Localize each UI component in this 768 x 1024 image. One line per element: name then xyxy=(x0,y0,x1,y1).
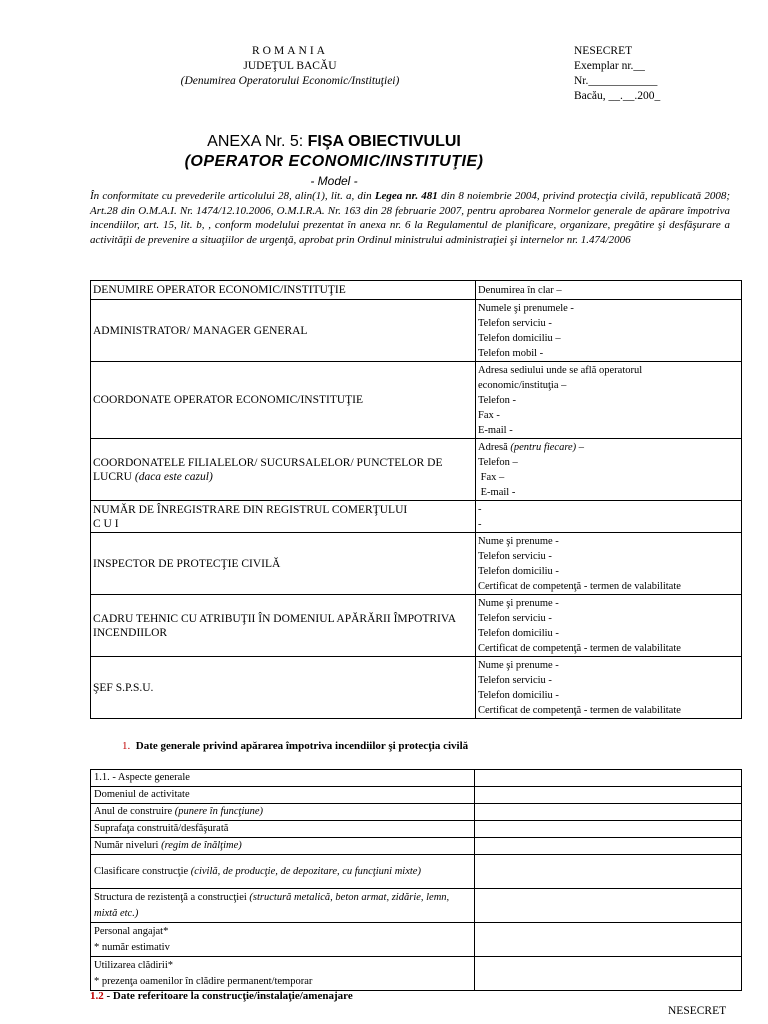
section-heading-1-2 xyxy=(90,990,353,1002)
row-value: Nume şi prenume - Telefon serviciu - Telefon domiciliu - Certificat de competenţă - termen de valabilitate xyxy=(476,533,742,595)
classification-label: NESECRET xyxy=(574,45,633,57)
row-label: COORDONATE OPERATOR ECONOMIC/INSTITUŢIE xyxy=(91,362,476,439)
row-label: Utilizarea clădirii* * prezenţa oamenilor în clădire permanent/temporar xyxy=(91,957,475,991)
row-value xyxy=(475,770,742,787)
row-label: COORDONATELE FILIALELOR/ SUCURSALELOR/ PUNCTELOR DE LUCRU (daca este cazul) xyxy=(91,439,476,501)
table-row xyxy=(91,957,742,991)
row-label: NUMĂR DE ÎNREGISTRARE DIN REGISTRUL COMERŢULUI C U I xyxy=(91,501,476,533)
model-label: - Model - xyxy=(310,174,358,188)
copy-number: Exemplar nr.__ xyxy=(574,60,645,72)
row-value: Numele şi prenumele - Telefon serviciu - Telefon domiciliu – Telefon mobil - xyxy=(476,300,742,362)
row-value: Nume şi prenume - Telefon serviciu - Telefon domiciliu - Certificat de competenţă - termen de valabilitate xyxy=(476,657,742,719)
law-reference: Legea nr. 481 xyxy=(374,190,438,202)
classification-block xyxy=(574,44,660,104)
row-value xyxy=(475,804,742,821)
section-number: 1.2 xyxy=(90,990,104,1002)
section-number: 1. xyxy=(122,740,131,752)
registration-number: Nr.____________ xyxy=(574,75,658,87)
row-value: - - xyxy=(476,501,742,533)
annex-name: FIŞA OBIECTIVULUI xyxy=(307,133,461,150)
table-row xyxy=(91,300,742,362)
annex-subtitle: (OPERATOR ECONOMIC/INSTITUŢIE) xyxy=(184,153,484,170)
row-label: 1.1. - Aspecte generale xyxy=(91,770,475,787)
table-row xyxy=(91,923,742,957)
annex-number: ANEXA Nr. 5: xyxy=(207,133,304,150)
issuer-block xyxy=(160,44,420,89)
table-row xyxy=(91,787,742,804)
row-label: ADMINISTRATOR/ MANAGER GENERAL xyxy=(91,300,476,362)
country-name: ROMANIA xyxy=(252,45,328,57)
table-row xyxy=(91,770,742,787)
table-row xyxy=(91,281,742,300)
row-value xyxy=(475,821,742,838)
row-label: Structura de rezistenţă a construcţiei (structură metalică, beton armat, zidărie, lemn, mixtă etc.) xyxy=(91,889,475,923)
row-label: Suprafaţa construită/desfăşurată xyxy=(91,821,475,838)
row-value xyxy=(475,787,742,804)
footer-classification: NESECRET xyxy=(668,1005,727,1017)
table-row xyxy=(91,501,742,533)
row-label: INSPECTOR DE PROTECŢIE CIVILĂ xyxy=(91,533,476,595)
row-value xyxy=(475,923,742,957)
table-row xyxy=(91,821,742,838)
annex-title xyxy=(0,133,668,151)
table-row xyxy=(91,595,742,657)
table-row xyxy=(91,362,742,439)
section-title: - Date referitoare la construcţie/instalaţie/amenajare xyxy=(106,990,353,1002)
operator-info-table xyxy=(90,280,742,719)
table-row xyxy=(91,855,742,889)
county-name: JUDEŢUL BACĂU xyxy=(243,60,337,72)
section-heading-1 xyxy=(122,740,468,752)
row-value: Adresă (pentru fiecare) – Telefon – Fax – E-mail - xyxy=(476,439,742,501)
row-value xyxy=(475,957,742,991)
legal-text-rest: din 8 noiembrie 2004, privind protecţia civilă, republicată 2008; Art.28 din O.M.A.I. Nr. 1474/12.10.2006, O.M.I.R.A. Nr. 163 din 28 februarie 2007, pentru aprobarea Normelor generale de apărare împotriva incendiilor, art. 15, lit. b, , conform modelului prezentat în anexa nr. 6 la Regulamentul de planificare, organizare, pregătire şi desfăşurare a activităţii de prevenire a situaţiilor de urgenţă, aprobat prin Ordinul ministrului administraţiei şi internelor nr. 1.474/2006 xyxy=(90,190,731,246)
row-value: Denumirea în clar – xyxy=(476,281,742,300)
entity-placeholder: (Denumirea Operatorului Economic/Instituţiei) xyxy=(180,75,400,87)
table-row xyxy=(91,804,742,821)
place-date: Bacău, __.__.200_ xyxy=(574,90,661,102)
row-label: CADRU TEHNIC CU ATRIBUŢII ÎN DOMENIUL APĂRĂRII ÎMPOTRIVA INCENDIILOR xyxy=(91,595,476,657)
table-row xyxy=(91,889,742,923)
table-row xyxy=(91,533,742,595)
row-value xyxy=(475,855,742,889)
row-label: Anul de construire (punere în funcţiune) xyxy=(91,804,475,821)
row-label: DENUMIRE OPERATOR ECONOMIC/INSTITUŢIE xyxy=(91,281,476,300)
general-data-table xyxy=(90,769,742,991)
legal-basis-paragraph xyxy=(90,189,730,247)
row-value: Adresa sediului unde se află operatorul economic/instituţia – Telefon - Fax - E-mail - xyxy=(476,362,742,439)
row-label: Număr niveluri (regim de înălţime) xyxy=(91,838,475,855)
row-value: Nume şi prenume - Telefon serviciu - Telefon domiciliu - Certificat de competenţă - termen de valabilitate xyxy=(476,595,742,657)
section-title: Date generale privind apărarea împotriva incendiilor şi protecţia civilă xyxy=(135,740,469,752)
row-label: Domeniul de activitate xyxy=(91,787,475,804)
row-value xyxy=(475,838,742,855)
table-row xyxy=(91,657,742,719)
row-label: Personal angajat* * număr estimativ xyxy=(91,923,475,957)
table-row xyxy=(91,838,742,855)
table-row xyxy=(91,439,742,501)
row-label: ŞEF S.P.S.U. xyxy=(91,657,476,719)
row-label: Clasificare construcţie (civilă, de producţie, de depozitare, cu funcţiuni mixte) xyxy=(91,855,475,889)
legal-text-start: În conformitate cu prevederile articolului 28, alin(1), lit. a, din xyxy=(90,190,372,202)
row-value xyxy=(475,889,742,923)
